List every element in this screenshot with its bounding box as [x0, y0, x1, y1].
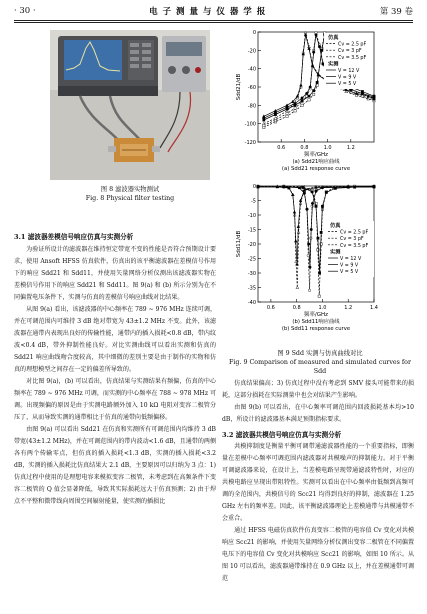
data-point — [321, 49, 323, 51]
chart-sdd21 — [222, 26, 418, 188]
page-number: · 30 · — [14, 6, 36, 16]
x-tick-label: 0.8 — [292, 305, 301, 311]
legend-label: Cv = 3 pF — [338, 49, 362, 55]
data-point — [311, 202, 314, 205]
data-point — [305, 92, 308, 95]
x-axis-label: 频率/GHz — [303, 312, 329, 318]
data-point — [301, 100, 303, 102]
paragraph: 共模抑制度是衡量平衡可调带通滤波器性能的一个重要指标，即衡量在差模中心频率可调范围内滤波器对共模噪声的抑制能力。对于平衡可调滤波器来说，在设计上，当差模电路呈现带通滤波特性时，对应的共模电路应呈现出带阻特性。实测可以看出在中心频率由低频到高频可调的全范围内，共模信号的 Scc21 均得到良好的抑制，滤波器在 1.25 GHz 左右的频率差。因此，该平衡滤波器理论上差模通带与共模通带不会重合。 — [222, 443, 414, 522]
y-tick-label: -80 — [247, 103, 256, 110]
data-point — [306, 208, 309, 211]
legend-label: Cv = 3.5 pF — [338, 55, 367, 61]
x-tick-label: 1.0 — [323, 145, 332, 151]
y-tick-label: -120 — [244, 140, 256, 146]
y-tick-label: -20 — [247, 48, 256, 55]
data-point — [316, 81, 318, 83]
data-point — [294, 107, 297, 110]
data-point — [311, 191, 313, 193]
data-point — [315, 33, 318, 36]
y-tick-label: -20 — [247, 242, 256, 248]
data-point — [312, 93, 314, 95]
data-point — [286, 112, 289, 115]
figure-9-caption — [222, 350, 418, 376]
data-point — [307, 243, 310, 246]
legend-label: V = 9 V — [338, 75, 357, 81]
data-point — [310, 228, 313, 231]
data-point — [318, 272, 320, 274]
y-axis-label: Sdd11/dB — [236, 230, 242, 258]
data-point — [318, 45, 321, 48]
chart-subtitle-cn: (a) Sdd21响应曲线 — [292, 159, 340, 165]
paragraph: 从图 9(a) 看出，该滤波器的中心频率在 789 ~ 976 MHz 连续可调，并在可调范围内可维持 3 dB 绝对带宽为 43±1.2 MHz 不变。此外，该滤波器在通带内表现出良好的传输性能，通带内的插入损耗<0.8 dB，带内纹波<0.4 dB，带外抑制性能良好。对比实测曲线可以看出实测和仿真的 Sdd21 响应曲线吻合度较高，其中细微的差别主要是由于制作的实物和仿真的理想模型之间存在一定的偏差所导致的。 — [14, 306, 216, 373]
figure-8-caption-cn: 图 8 滤波器实物测试 — [100, 186, 160, 193]
chart-subtitle-en: (a) Sdd21 response curve — [281, 166, 351, 172]
data-point — [320, 231, 322, 233]
legend-label: V = 5 V — [338, 82, 357, 88]
data-point — [317, 237, 319, 239]
chart-sdd11 — [222, 180, 418, 342]
data-point — [318, 295, 320, 297]
x-tick-label: 0.6 — [277, 145, 286, 151]
y-axis-label: Sdd21/dB — [236, 73, 242, 101]
data-point — [322, 63, 325, 66]
data-point — [320, 243, 322, 245]
section-3-2-title: 3.2 滤波器共模信号响应仿真与实测分析 — [222, 431, 342, 439]
data-point — [301, 97, 304, 100]
volume-label: 第 39 卷 — [379, 7, 413, 17]
figure-8-caption — [30, 186, 230, 204]
x-tick-label: 0.6 — [266, 305, 275, 311]
legend-group-title: 实测 — [330, 249, 341, 256]
legend-label: Cv = 3 pF — [340, 237, 364, 243]
legend-label: V = 9 V — [340, 263, 359, 269]
legend-group-title: 实测 — [328, 61, 339, 68]
y-tick-label: -35 — [247, 285, 256, 292]
right-column-text — [222, 378, 414, 585]
y-tick-label: -30 — [247, 271, 256, 277]
data-point — [308, 289, 311, 292]
paragraph: 为验证所设计的滤波器在维持恒定带宽不变的性能是否符合预期设计要求，使用 Ansoft HFSS 仿真软件，仿真出的该平衡滤波器在差模信号作用下的响应 Sdd21 和 Sdd11，并使用矢量网络分析仪测出该滤波器实物在差模信号作用下的响应 Sdd21 和 Sdd11。图 9(a) 和 (b) 所示分别为在不同偏置电压条件下，实测与仿真的差模信号响应曲线对比结果。 — [14, 246, 216, 301]
data-point — [312, 89, 314, 91]
figure-9-caption-cn: 图 9 Sdd 实测与仿真曲线对比 — [277, 350, 363, 357]
legend-label: V = 5 V — [340, 270, 359, 276]
y-tick-label: -25 — [247, 256, 256, 263]
legend-label: V = 12 V — [338, 69, 360, 74]
legend-group-title: 仿真 — [328, 35, 339, 41]
figure-8-caption-en: Fig. 8 Physical filter testing — [85, 194, 175, 202]
header-rule — [14, 20, 413, 23]
x-tick-label: 1.2 — [344, 305, 353, 311]
x-tick-label: 0.8 — [300, 145, 309, 151]
y-tick-label: -10 — [247, 213, 256, 219]
x-axis-label: 频率/GHz — [303, 152, 329, 158]
y-tick-label: -60 — [247, 85, 256, 91]
data-point — [309, 266, 312, 269]
y-tick-label: -15 — [247, 227, 256, 234]
filter-test-photo — [50, 30, 210, 180]
paragraph: 由图 9(b) 可以看出，在中心频率可调范围内回波损耗基本均>10 dB，所设计的滤波器基本满足预期指标要求。 — [222, 404, 414, 423]
section-3-1-title: 3.1 滤波器差模信号响应仿真与实测分析 — [14, 233, 134, 241]
journal-title: 电 子 测 量 与 仪 器 学 报 — [149, 7, 267, 17]
legend-label: Cv = 2.5 pF — [340, 230, 369, 236]
running-header — [14, 4, 413, 18]
legend-group-title: 仿真 — [330, 223, 341, 229]
legend-label: V = 12 V — [340, 257, 362, 262]
x-tick-label: 1.0 — [318, 305, 327, 311]
photo-illustration — [50, 30, 210, 180]
y-tick-label: -40 — [247, 66, 256, 73]
y-tick-label: -40 — [247, 300, 256, 306]
paragraph: 通过 HFSS 电磁仿真软件仿真变容二极管的电容值 Cv 变化对共模响应 Scc21 的影响，并使用矢量网络分析仪测出变容二极管在不同偏置电压下的电容值 Cv 变化对共模响应 Scc21 的影响，如图 10 所示。从图 10 可以看出，滤波器通带维持在 0.9 GHz 以上，并在差模通带可调范 — [222, 527, 414, 582]
data-point — [308, 95, 310, 97]
y-tick-label: -100 — [244, 121, 256, 128]
data-point — [301, 104, 303, 106]
chart-subtitle-cn: (b) Sdd11响应曲线 — [292, 319, 340, 325]
data-point — [321, 205, 323, 207]
y-tick-label: 0 — [252, 184, 256, 190]
data-point — [294, 110, 296, 112]
figure-9-caption-en: Fig. 9 Comparison of measured and simulated curves for Sdd — [229, 358, 411, 375]
x-tick-label: 1.4 — [370, 305, 378, 311]
data-point — [325, 191, 327, 193]
x-tick-label: 1.2 — [346, 145, 355, 151]
legend-label: Cv = 2.5 pF — [338, 42, 367, 48]
paragraph: 对比图 9(a)，(b) 可以看出，仿真结果与实测结果有频偏，仿真的中心频率在 789 ~ 976 MHz 可调，而实测的中心频率在 788 ~ 978 MHz 可调。出现频偏的原因是由于实测电路额外加入 10 kΩ 电阻对变容二极管分压了，从而导致实测的通带相比于仿真的通带向低频偏移。 — [14, 378, 216, 421]
data-point — [302, 186, 304, 188]
legend-label: Cv = 3.5 pF — [340, 243, 369, 249]
data-point — [308, 99, 310, 101]
paragraph: 仿真结果偏高；3) 仿真过程中没有考虑到 SMV 接头可能带来的损耗，这部分损耗在实际测量中也会对结果产生影响。 — [222, 380, 414, 399]
data-point — [286, 115, 288, 117]
left-column-text — [14, 244, 216, 508]
data-point — [315, 205, 317, 207]
data-point — [315, 190, 318, 193]
y-tick-label: 0 — [252, 30, 256, 36]
paragraph: 由图 9(a) 可以看出 Sdd21 在仿真和实测所有可调范围内均维持 3 dB 带宽(43±1.2 MHz)，并在可调范围内的带内波动<1.6 dB，且通带的两侧各有两个传输零点，但仿真的插入损耗<1.3 dB，实测的插入损耗<3.2 dB，实测的插入损耗比仿真结果大 2.1 dB，主要原因可以归纳为 3 点：1) 仿真过程中使用的是理想电容来模拟变容二极管，未考虑到在高频条件下变容二极管的 Q 值会显著降低，导致其实际损耗远大于仿真预测；2) 由于焊点不平整和微带线向周围空间辐射能量，使实测的插损比 — [14, 426, 216, 505]
data-point — [309, 86, 312, 89]
y-tick-label: -5 — [251, 198, 256, 205]
data-point — [298, 186, 301, 189]
chart-subtitle-en: (b) Sdd11 response curve — [281, 326, 351, 332]
data-point — [312, 51, 315, 54]
